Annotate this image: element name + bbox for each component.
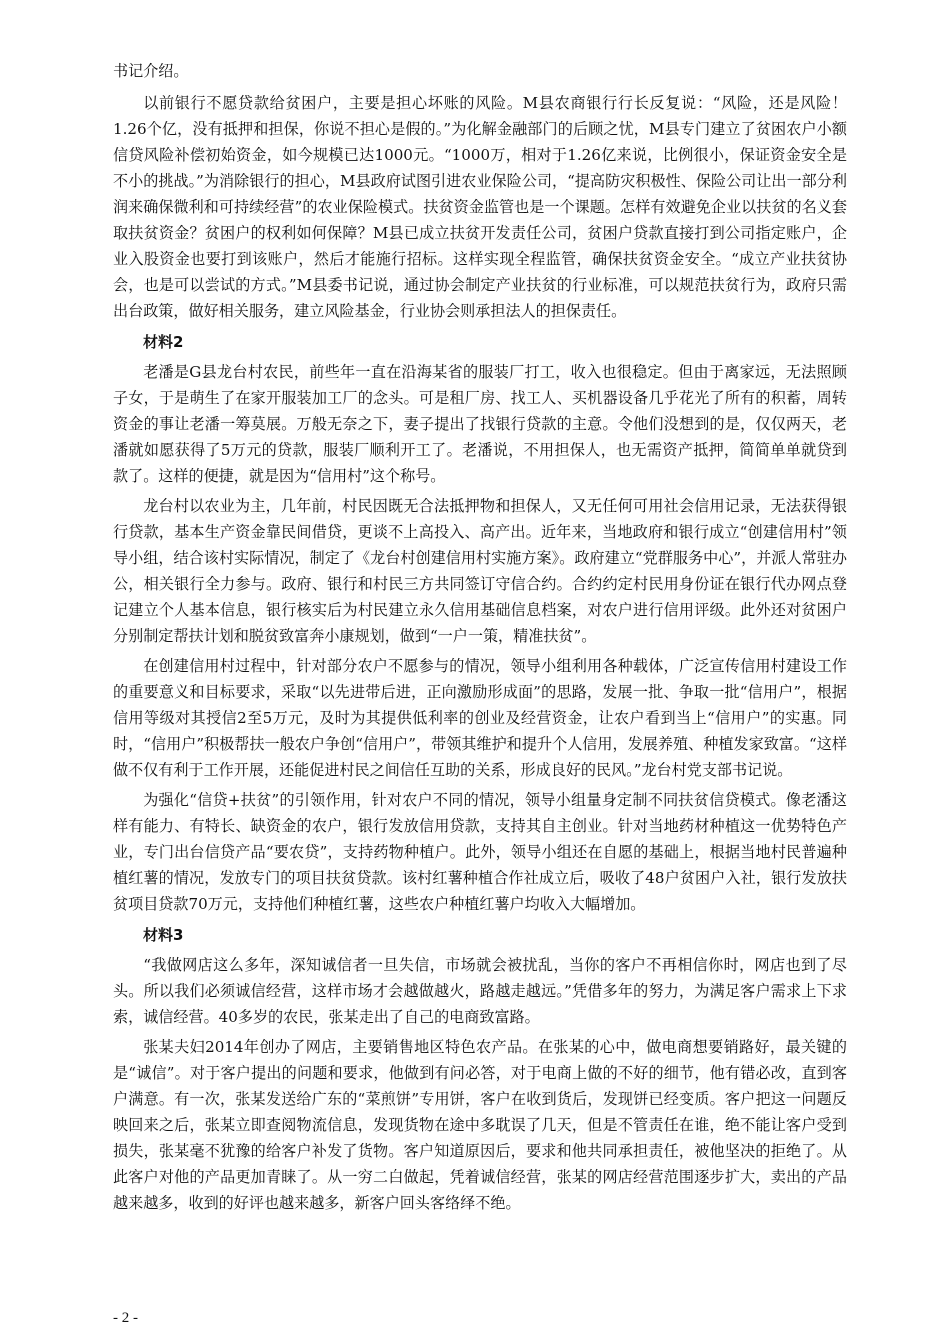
paragraph: 在创建信用村过程中，针对部分农户不愿参与的情况，领导小组利用各种载体，广泛宣传信用村建设工作的重要意义和目标要求，采取“以先进带后进，正向激励形成面”的思路，发展一批、争取一批“信用户”，根据信用等级对其授信2至5万元，及时为其提供低利率的创业及经营资金，让农户看到当上“信用户”的实惠。同时，“信用户”积极帮扶一般农户争创“信用户”，带领其维护和提升个人信用，发展养殖、种植发家致富。“这样做不仅有利于工作开展，还能促进村民之间信任互助的关系，形成良好的民风。”龙台村党支部书记说。 (113, 657, 847, 779)
paragraph: 为强化“信贷+扶贫”的引领作用，针对农户不同的情况，领导小组量身定制不同扶贫信贷模式。像老潘这样有能力、有特长、缺资金的农户，银行发放信用贷款，支持其自主创业。针对当地药材种植这一优势特色产业，专门出台信贷产品“要农贷”，支持药物种植户。此外，领导小组还在自愿的基础上，根据当地村民普遍种植红薯的情况，发放专门的项目扶贫贷款。该村红薯种植合作社成立后，吸收了48户贫困户入社，银行发放扶贫项目贷款70万元，支持他们种植红薯，这些农户种植红薯户均收入大幅增加。 (113, 791, 847, 913)
section-material-3 (113, 922, 847, 1216)
document-body (113, 58, 847, 1216)
intro-paragraph: 以前银行不愿贷款给贫困户，主要是担心坏账的风险。M县农商银行行长反复说：“风险，还是风险！1.26个亿，没有抵押和担保，你说不担心是假的。”为化解金融部门的后顾之忧，M县专门建立了贫困农户小额信贷风险补偿初始资金，如今规模已达1000元。“1000万，相对于1.26亿来说，比例很小，保证资金安全是不小的挑战。”为消除银行的担心，M县政府试图引进农业保险公司，“提高防灾积极性、保险公司让出一部分利润来确保微利和可持续经营”的农业保险模式。扶贫资金监管也是一个课题。怎样有效避免企业以扶贫的名义套取扶贫资金？贫困户的权利如何保障？M县已成立扶贫开发责任公司，贫困户贷款直接打到公司指定账户，企业入股资金也要打到该账户，然后才能施行招标。这样实现全程监管，确保扶贫资金安全。“成立产业扶贫协会，也是可以尝试的方式。”M县委书记说，通过协会制定产业扶贫的行业标准，可以规范扶贫行为，政府只需出台政策，做好相关服务，建立风险基金，行业协会则承担法人的担保责任。 (113, 94, 847, 320)
paragraph: “我做网店这么多年，深知诚信者一旦失信，市场就会被扰乱，当你的客户不再相信你时，网店也到了尽头。所以我们必须诚信经营，这样市场才会越做越火，路越走越远。”凭借多年的努力，为满足客户需求上下求索，诚信经营。40多岁的农民，张某走出了自己的电商致富路。 (113, 956, 847, 1026)
page-number: - 2 - (113, 1310, 138, 1326)
section-heading: 材料3 (143, 926, 184, 944)
opening-fragment: 书记介绍。 (113, 62, 189, 80)
section-material-2 (113, 329, 847, 917)
paragraph: 龙台村以农业为主，几年前，村民因既无合法抵押物和担保人，又无任何可用社会信用记录，无法获得银行贷款，基本生产资金靠民间借贷，更谈不上高投入、高产出。近年来，当地政府和银行成立“创建信用村”领导小组，结合该村实际情况，制定了《龙台村创建信用村实施方案》。政府建立“党群服务中心”，并派人常驻办公，相关银行全力参与。政府、银行和村民三方共同签订守信合约。合约约定村民用身份证在银行代办网点登记建立个人基本信息，银行核实后为村民建立永久信用基础信息档案，对农户进行信用评级。此外还对贫困户分别制定帮扶计划和脱贫致富奔小康规划，做到“一户一策，精准扶贫”。 (113, 497, 847, 645)
section-heading: 材料2 (143, 333, 184, 351)
paragraph: 张某夫妇2014年创办了网店，主要销售地区特色农产品。在张某的心中，做电商想要销路好，最关键的是“诚信”。对于客户提出的问题和要求，他做到有问必答，对于电商上做的不好的细节，他有错必改，直到客户满意。有一次，张某发送给广东的“菜煎饼”专用饼，客户在收到货后，发现饼已经变质。客户把这一问题反映回来之后，张某立即查阅物流信息，发现货物在途中多耽误了几天，但是不管责任在谁，绝不能让客户受到损失，张某毫不犹豫的给客户补发了货物。客户知道原因后，要求和他共同承担责任，被他坚决的拒绝了。从此客户对他的产品更加青睐了。从一穷二白做起，凭着诚信经营，张某的网店经营范围逐步扩大，卖出的产品越来越多，收到的好评也越来越多，新客户回头客络绎不绝。 (113, 1038, 847, 1212)
paragraph: 老潘是G县龙台村农民，前些年一直在沿海某省的服装厂打工，收入也很稳定。但由于离家远，无法照顾子女，于是萌生了在家开服装加工厂的念头。可是租厂房、找工人、买机器设备几乎花光了所有的积蓄，周转资金的事让老潘一筹莫展。万般无奈之下，妻子提出了找银行贷款的主意。令他们没想到的是，仅仅两天，老潘就如愿获得了5万元的贷款，服装厂顺利开工了。老潘说，不用担保人，也无需资产抵押，简简单单就贷到款了。这样的便捷，就是因为“信用村”这个称号。 (113, 363, 847, 485)
